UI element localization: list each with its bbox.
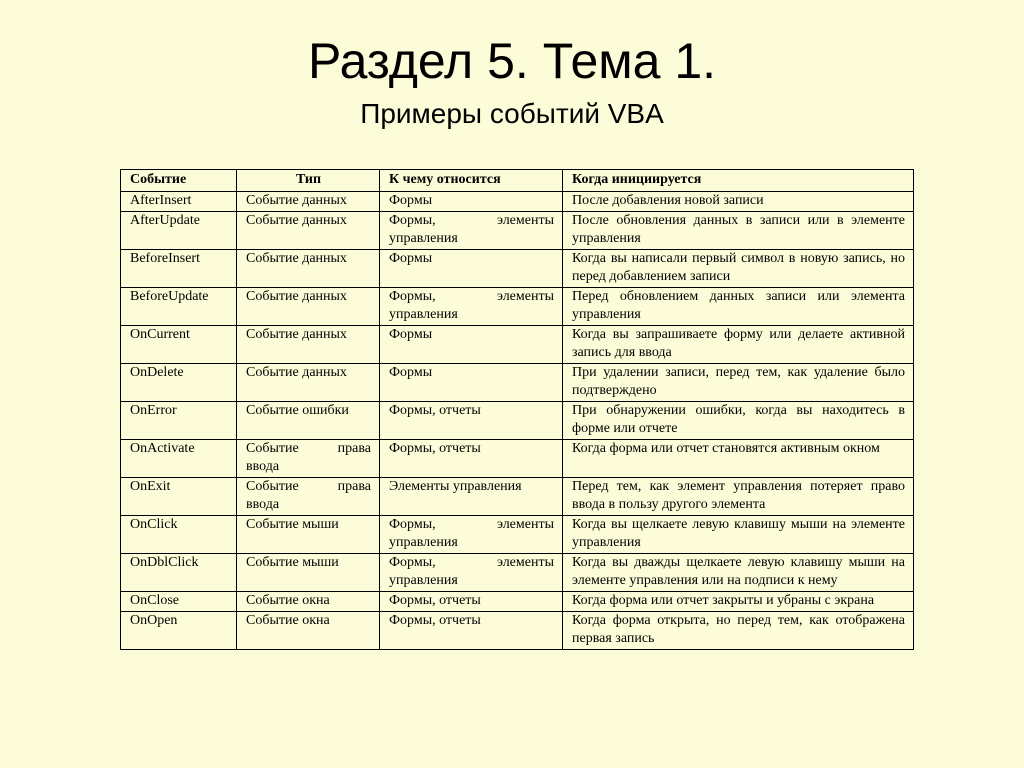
table-row xyxy=(121,250,914,288)
cell-applies-to: Формы, элементы управления xyxy=(380,516,563,554)
slide-title: Раздел 5. Тема 1. xyxy=(307,33,717,89)
cell-applies-to: Формы, отчеты xyxy=(380,592,563,612)
table-row xyxy=(121,612,914,650)
slide-subtitle: Примеры событий VBA xyxy=(360,98,664,129)
cell-triggered-when: После обновления данных в записи или в элементе управления xyxy=(563,212,914,250)
cell-applies-to: Формы xyxy=(380,364,563,402)
cell-applies-to: Формы xyxy=(380,192,563,212)
cell-triggered-when: Когда форма или отчет становятся активным окном xyxy=(563,440,914,478)
cell-triggered-when: Перед обновлением данных записи или элемента управления xyxy=(563,288,914,326)
cell-type: Событие окна xyxy=(237,592,380,612)
table-row xyxy=(121,326,914,364)
events-table xyxy=(120,169,914,650)
header-triggered-when: Когда инициируется xyxy=(563,170,914,192)
cell-type: Событие мыши xyxy=(237,516,380,554)
cell-type: Событие данных xyxy=(237,192,380,212)
cell-type: Событие права ввода xyxy=(237,440,380,478)
cell-type: Событие мыши xyxy=(237,554,380,592)
cell-event: OnActivate xyxy=(121,440,237,478)
table-row xyxy=(121,592,914,612)
table-header-row xyxy=(121,170,914,192)
cell-applies-to: Формы, элементы управления xyxy=(380,212,563,250)
cell-event: AfterUpdate xyxy=(121,212,237,250)
cell-applies-to: Формы, отчеты xyxy=(380,440,563,478)
cell-triggered-when: При обнаружении ошибки, когда вы находитесь в форме или отчете xyxy=(563,402,914,440)
cell-type: Событие ошибки xyxy=(237,402,380,440)
cell-event: BeforeUpdate xyxy=(121,288,237,326)
cell-type: Событие окна xyxy=(237,612,380,650)
cell-type: Событие данных xyxy=(237,212,380,250)
cell-type: Событие права ввода xyxy=(237,478,380,516)
table-row xyxy=(121,212,914,250)
header-applies-to: К чему относится xyxy=(380,170,563,192)
cell-triggered-when: При удалении записи, перед тем, как удаление было подтверждено xyxy=(563,364,914,402)
cell-event: OnExit xyxy=(121,478,237,516)
cell-applies-to: Формы, элементы управления xyxy=(380,554,563,592)
table-row xyxy=(121,364,914,402)
cell-event: OnOpen xyxy=(121,612,237,650)
cell-type: Событие данных xyxy=(237,326,380,364)
cell-type: Событие данных xyxy=(237,364,380,402)
cell-applies-to: Формы, отчеты xyxy=(380,402,563,440)
cell-applies-to: Формы xyxy=(380,250,563,288)
cell-event: AfterInsert xyxy=(121,192,237,212)
table-row xyxy=(121,402,914,440)
cell-triggered-when: Когда вы запрашиваете форму или делаете активной запись для ввода xyxy=(563,326,914,364)
cell-applies-to: Формы, отчеты xyxy=(380,612,563,650)
table-row xyxy=(121,554,914,592)
cell-event: OnCurrent xyxy=(121,326,237,364)
cell-triggered-when: Когда форма или отчет закрыты и убраны с экрана xyxy=(563,592,914,612)
cell-applies-to: Формы xyxy=(380,326,563,364)
cell-event: OnDelete xyxy=(121,364,237,402)
cell-event: OnDblClick xyxy=(121,554,237,592)
cell-event: OnClose xyxy=(121,592,237,612)
cell-event: OnClick xyxy=(121,516,237,554)
cell-applies-to: Элементы управления xyxy=(380,478,563,516)
header-type: Тип xyxy=(237,170,380,192)
cell-triggered-when: Когда вы дважды щелкаете левую клавишу мыши на элементе управления или на подписи к нему xyxy=(563,554,914,592)
header-event: Событие xyxy=(121,170,237,192)
cell-triggered-when: Перед тем, как элемент управления потеряет право ввода в пользу другого элемента xyxy=(563,478,914,516)
table-row xyxy=(121,440,914,478)
cell-event: OnError xyxy=(121,402,237,440)
cell-triggered-when: Когда вы написали первый символ в новую запись, но перед добавлением записи xyxy=(563,250,914,288)
table-row xyxy=(121,516,914,554)
table-row xyxy=(121,192,914,212)
cell-event: BeforeInsert xyxy=(121,250,237,288)
table-row xyxy=(121,478,914,516)
cell-type: Событие данных xyxy=(237,288,380,326)
cell-triggered-when: Когда вы щелкаете левую клавишу мыши на элементе управления xyxy=(563,516,914,554)
cell-type: Событие данных xyxy=(237,250,380,288)
cell-applies-to: Формы, элементы управления xyxy=(380,288,563,326)
table-row xyxy=(121,288,914,326)
cell-triggered-when: Когда форма открыта, но перед тем, как отображена первая запись xyxy=(563,612,914,650)
cell-triggered-when: После добавления новой записи xyxy=(563,192,914,212)
